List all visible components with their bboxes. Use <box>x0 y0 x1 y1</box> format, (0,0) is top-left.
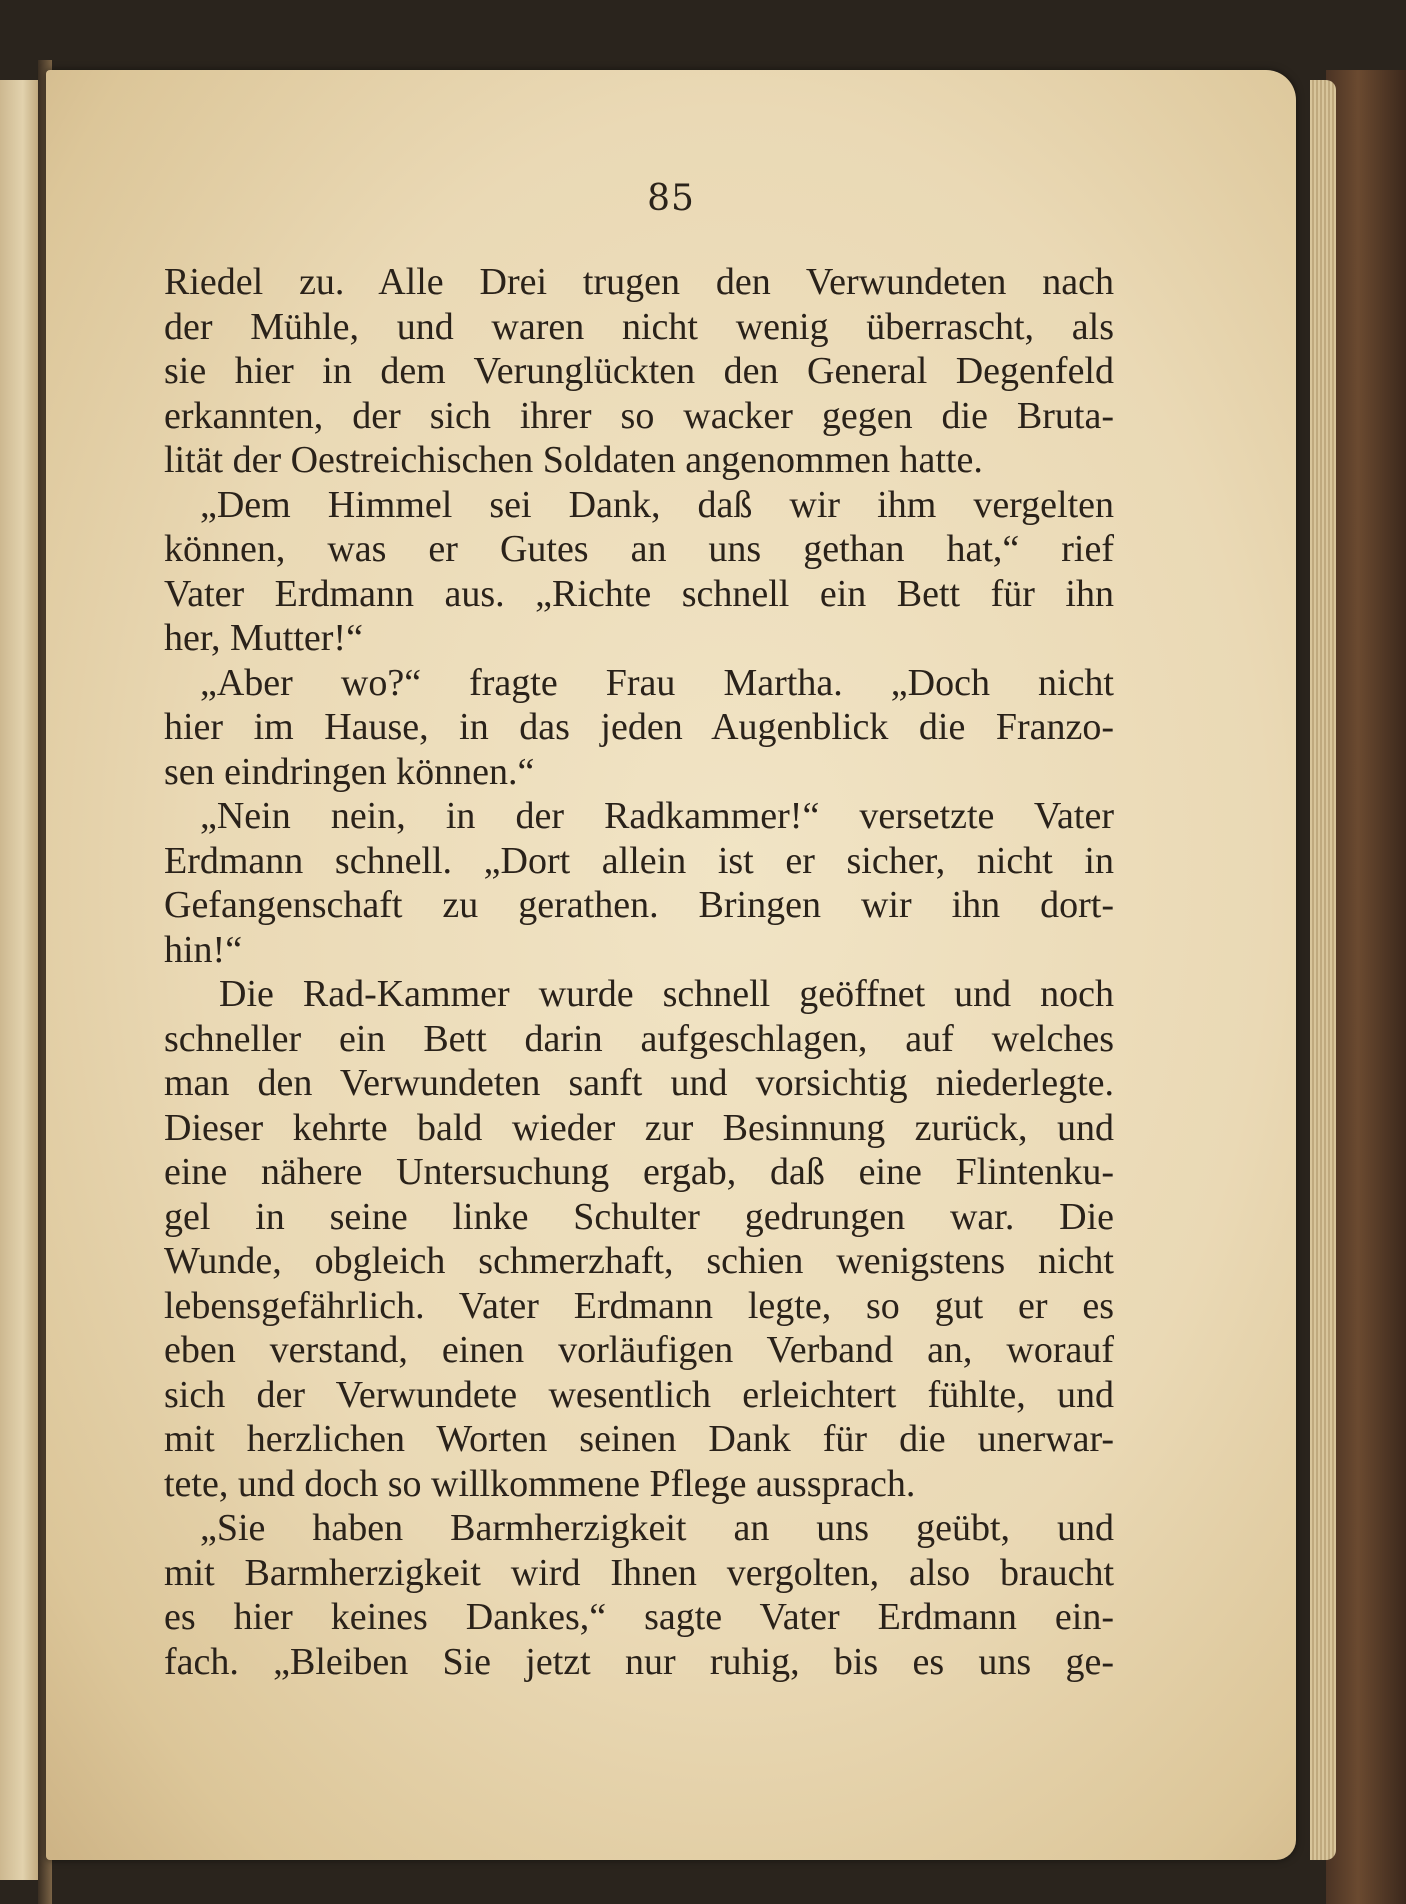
left-page-edge <box>0 80 41 1880</box>
text-line: Dieser kehrte bald wieder zur Besinnung zurück, und <box>164 1106 1114 1149</box>
body-text <box>164 260 1114 1684</box>
page-stack-edge <box>1310 80 1336 1860</box>
text-line: erkannten, der sich ihrer so wacker gegen die Bruta- <box>164 394 1114 437</box>
text-line: gel in seine linke Schulter gedrungen war. Die <box>164 1195 1114 1238</box>
book-cover-edge <box>1326 70 1406 1904</box>
text-line: „Sie haben Barmherzigkeit an uns geübt, und <box>200 1507 1114 1549</box>
text-line: sie hier in dem Verunglückten den General Degenfeld <box>164 350 1114 392</box>
text-line: Die Rad-Kammer wurde schnell geöffnet und noch <box>219 973 1114 1015</box>
text-line: können, was er Gutes an uns gethan hat,“ rief <box>164 528 1114 570</box>
text-line: Riedel zu. Alle Drei trugen den Verwundeten nach <box>164 261 1114 303</box>
text-line: hin!“ <box>164 928 243 971</box>
text-line: der Mühle, und waren nicht wenig überrascht, als <box>164 305 1114 348</box>
text-line: es hier keines Dankes,“ sagte Vater Erdmann ein- <box>164 1596 1114 1638</box>
text-line: mit Barmherzigkeit wird Ihnen vergolten, also braucht <box>164 1551 1114 1594</box>
text-line: eben verstand, einen vorläufigen Verband an, worauf <box>164 1329 1114 1371</box>
text-line: „Aber wo?“ fragte Frau Martha. „Doch nicht <box>200 661 1114 704</box>
text-line: hier im Hause, in das jeden Augenblick die Franzo- <box>164 706 1114 748</box>
text-line: mit herzlichen Worten seinen Dank für die unerwar- <box>164 1418 1114 1460</box>
text-line: Gefangenschaft zu gerathen. Bringen wir ihn dort- <box>164 884 1114 926</box>
text-line: sen eindringen können.“ <box>164 750 535 793</box>
page-number: 85 <box>647 178 695 219</box>
text-line: Wunde, obgleich schmerzhaft, schien wenigstens nicht <box>164 1240 1114 1282</box>
text-line: fach. „Bleiben Sie jetzt nur ruhig, bis es uns ge- <box>164 1640 1114 1683</box>
text-line: eine nähere Untersuchung ergab, daß eine Flintenku- <box>164 1151 1114 1193</box>
text-line: lität der Oestreichischen Soldaten angenommen hatte. <box>164 439 983 481</box>
text-line: lebensgefährlich. Vater Erdmann legte, so gut er es <box>164 1284 1114 1327</box>
text-line: her, Mutter!“ <box>164 617 363 659</box>
text-line: „Nein nein, in der Radkammer!“ versetzte Vater <box>200 795 1114 837</box>
text-line: schneller ein Bett darin aufgeschlagen, auf welches <box>164 1017 1114 1060</box>
text-line: „Dem Himmel sei Dank, daß wir ihm vergelten <box>200 483 1114 526</box>
page-sheet <box>46 70 1296 1860</box>
text-line: tete, und doch so willkommene Pflege aussprach. <box>164 1462 916 1505</box>
text-line: sich der Verwundete wesentlich erleichtert fühlte, und <box>164 1373 1114 1416</box>
text-line: man den Verwundeten sanft und vorsichtig niederlegte. <box>164 1062 1114 1104</box>
text-line: Vater Erdmann aus. „Richte schnell ein Bett für ihn <box>164 572 1114 615</box>
text-line: Erdmann schnell. „Dort allein ist er sicher, nicht in <box>164 839 1114 882</box>
